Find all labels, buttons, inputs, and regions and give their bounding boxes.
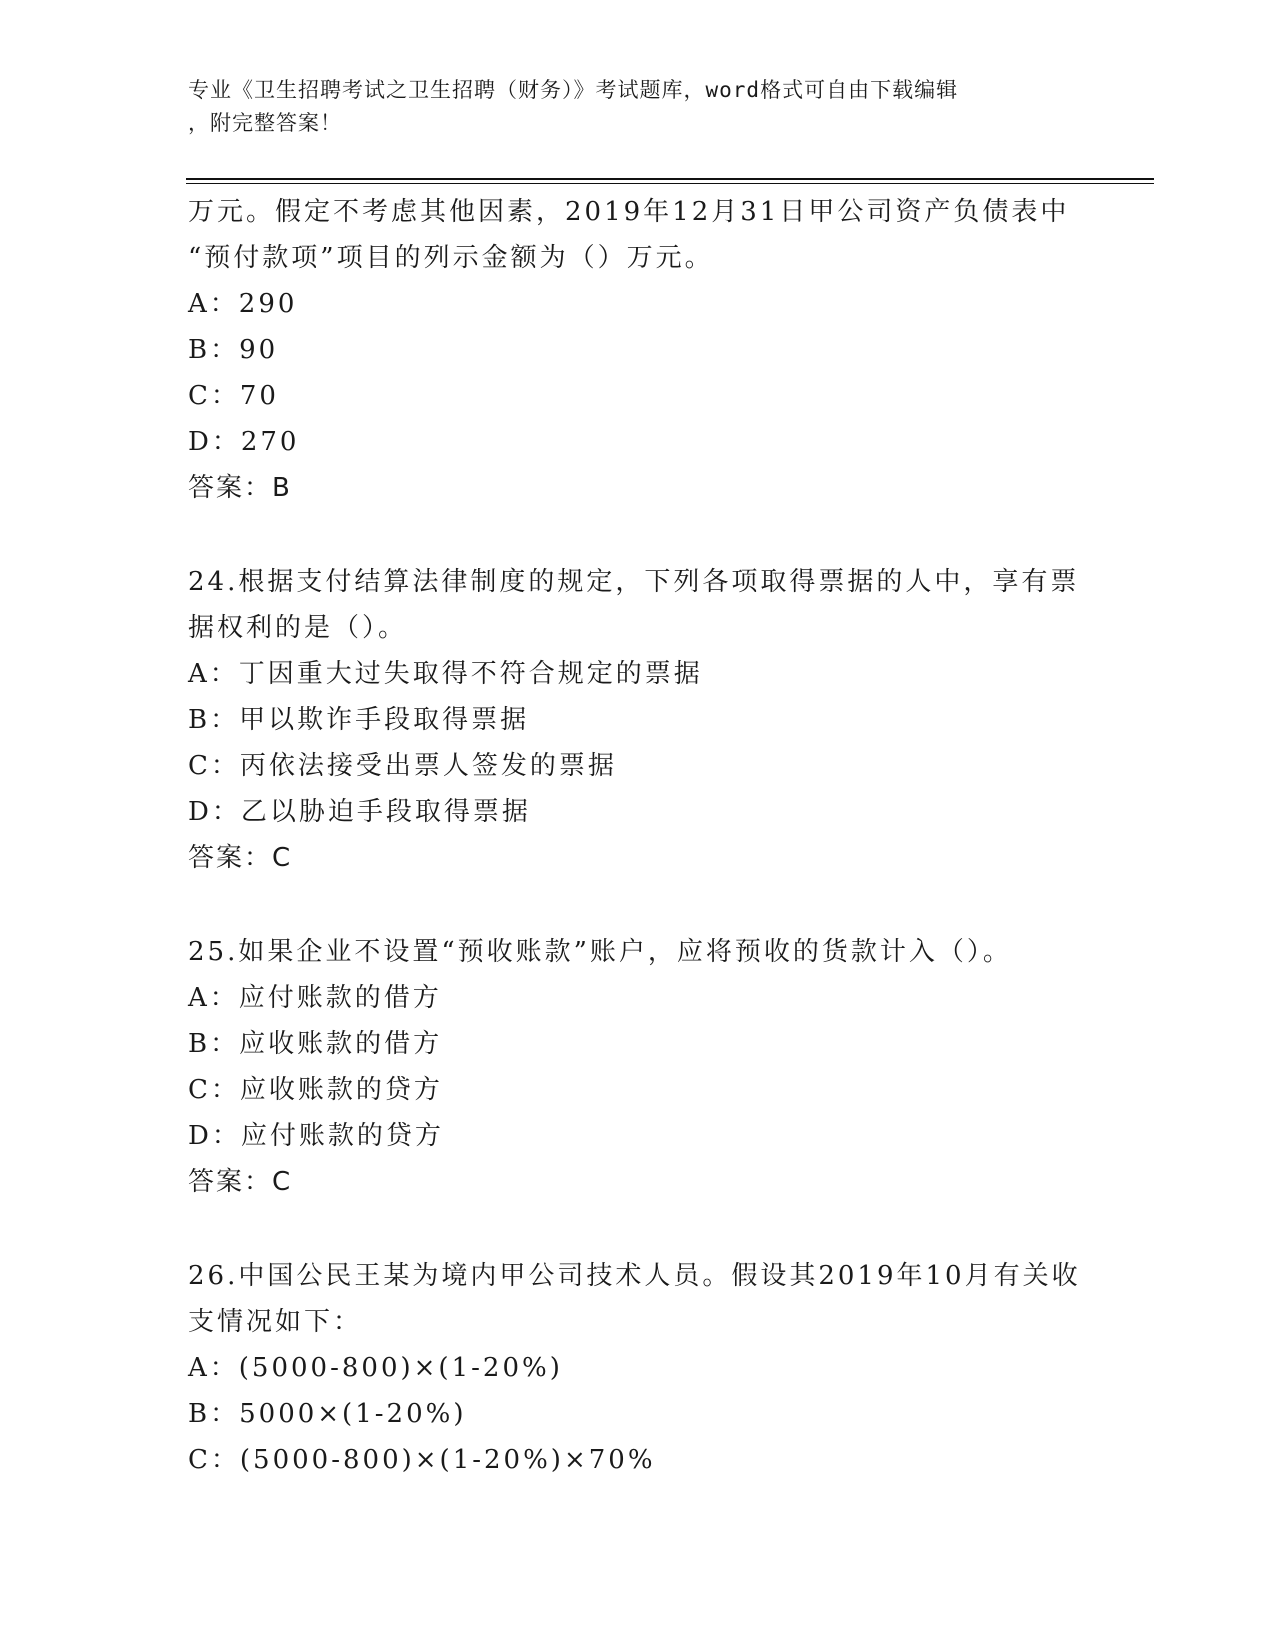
option-d: D：乙以胁迫手段取得票据 xyxy=(188,797,531,827)
option-b: B：应收账款的借方 xyxy=(188,1029,443,1059)
question-list xyxy=(188,189,1088,1483)
question-stem: 万元。假定不考虑其他因素，2019年12月31日甲公司资产负债表中 xyxy=(188,197,1070,227)
option-c: C：70 xyxy=(188,381,279,411)
question-spacer xyxy=(188,881,1088,929)
option-a: A：(5000-800)×(1-20%) xyxy=(188,1353,563,1383)
document-header xyxy=(188,74,1068,140)
question-stem: 据权利的是（）。 xyxy=(188,613,408,643)
question-spacer xyxy=(188,511,1088,559)
header-rule-top xyxy=(186,178,1154,180)
option-c: C：(5000-800)×(1-20%)×70% xyxy=(188,1445,656,1475)
option-a: A：应付账款的借方 xyxy=(188,983,442,1013)
question-25 xyxy=(188,929,1088,1205)
option-c: C：应收账款的贷方 xyxy=(188,1075,443,1105)
question-stem: “预付款项”项目的列示金额为（）万元。 xyxy=(188,243,714,273)
header-rule-bottom xyxy=(186,183,1154,184)
question-stem: 支情况如下： xyxy=(188,1307,363,1337)
option-a: A：丁因重大过失取得不符合规定的票据 xyxy=(188,659,703,689)
question-stem: 24.根据支付结算法律制度的规定，下列各项取得票据的人中，享有票 xyxy=(188,567,1080,597)
question-spacer xyxy=(188,1205,1088,1253)
option-d: D：应付账款的贷方 xyxy=(188,1121,444,1151)
question-24 xyxy=(188,559,1088,881)
answer-text: 答案：C xyxy=(188,843,293,873)
question-stem: 26.中国公民王某为境内甲公司技术人员。假设其2019年10月有关收 xyxy=(188,1261,1081,1291)
option-b: B：5000×(1-20%) xyxy=(188,1399,467,1429)
option-d: D：270 xyxy=(188,427,300,457)
option-b: B：甲以欺诈手段取得票据 xyxy=(188,705,530,735)
header-line-2: ，附完整答案！ xyxy=(188,111,342,135)
option-c: C：丙依法接受出票人签发的票据 xyxy=(188,751,617,781)
answer-text: 答案：C xyxy=(188,1167,293,1197)
question-23 xyxy=(188,189,1088,511)
option-b: B：90 xyxy=(188,335,279,365)
header-line-1: 专业《卫生招聘考试之卫生招聘（财务）》考试题库，word格式可自由下载编辑 xyxy=(188,78,959,102)
option-a: A：290 xyxy=(188,289,298,319)
answer-text: 答案：B xyxy=(188,473,292,503)
question-26 xyxy=(188,1253,1088,1483)
question-stem: 25.如果企业不设置“预收账款”账户，应将预收的货款计入（）。 xyxy=(188,937,1012,967)
